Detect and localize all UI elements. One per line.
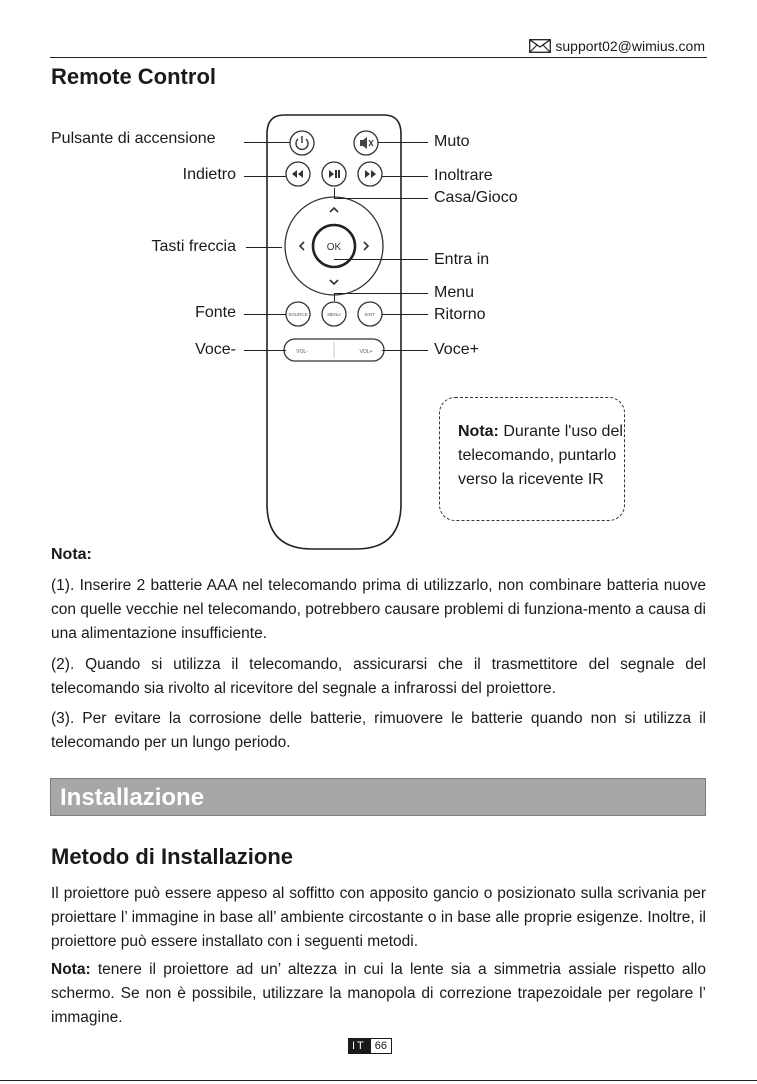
callout-menu: Menu [434,284,475,301]
callout-home: Casa/Gioco [434,189,518,206]
svg-text:MENU: MENU [327,312,341,317]
callout-enter: Entra in [434,251,490,268]
callout-back: Indietro [182,166,236,183]
leader-forward [382,176,428,177]
method-note [51,958,706,1030]
notes-heading: Nota: [51,546,92,563]
callout-forward: Inoltrare [434,167,493,184]
method-note-text: tenere il proiettore ad un’ altezza in cui la lente sia a simmetria assiale rispetto allo schermo. Se non è possibile, utilizzare la manopola di correzione trapezoidale per regolare l’ immagine. [51,961,706,1026]
leader-vol-minus [244,350,286,351]
mute-button [354,131,378,155]
menu-button [322,302,346,326]
volume-rocker [284,339,384,361]
leader-vol-plus [382,350,428,351]
home-button [322,162,346,186]
svg-text:VOL+: VOL+ [359,349,373,355]
svg-text:SOURCE: SOURCE [288,312,308,317]
source-button [286,302,310,326]
callout-vol-minus: Voce- [195,341,236,358]
svg-text:EXIT: EXIT [364,312,376,317]
ir-note-label: Nota: [458,423,499,440]
leader-menu [334,293,428,294]
language-code: IT [348,1038,370,1054]
header-email [529,38,705,54]
callout-vol-plus: Voce+ [434,341,479,358]
remote-control-illustration [264,112,404,552]
exit-button [358,302,382,326]
method-paragraph: Il proiettore può essere appeso al soffitto con apposito gancio o posizionato sulla scrivania per proiettare l’ immagine in base all’ ambiente circostante o in base alle proprie esigenze. Inoltre, il proiettore può essere installato con i seguenti metodi. [51,885,706,950]
callout-source: Fonte [195,304,236,321]
section-title-bar: Installazione [50,778,706,816]
envelope-icon [529,39,551,53]
note-item-3: (3). Per evitare la corrosione delle batterie, rimuovere le batterie quando non si utilizza il telecomando per un lungo periodo. [51,710,706,751]
page-number-badge [348,1038,392,1054]
leader-arrows [246,247,282,248]
back-button [286,162,310,186]
page-number: 66 [370,1038,392,1054]
leader-back [244,176,286,177]
method-heading: Metodo di Installazione [51,844,294,869]
note-item-1: (1). Inserire 2 batterie AAA nel telecomando prima di utilizzarlo, non combinare batteria nuove con quelle vecchie nel telecomando, potrebbero causare problemi di funziona-mento a causa di una alimentazione insufficiente. [51,577,706,642]
leader-menu-v [334,293,335,301]
leader-source [244,314,286,315]
leader-return [382,314,428,315]
callout-return: Ritorno [434,306,486,323]
leader-mute [378,142,428,143]
ok-label: OK [326,242,342,253]
leader-power [244,142,290,143]
svg-text:VOL-: VOL- [296,349,308,355]
callout-arrows: Tasti freccia [151,238,236,255]
email-text: support02@wimius.com [555,38,705,54]
leader-home [334,198,428,199]
leader-home-v [334,188,335,198]
callout-mute: Muto [434,133,470,150]
dpad [285,197,383,295]
method-note-label: Nota: [51,961,91,978]
ir-note-box [439,397,625,521]
header-divider [50,57,707,58]
callout-power: Pulsante di accensione [51,130,216,147]
power-button [290,131,314,155]
note-item-2: (2). Quando si utilizza il telecomando, assicurarsi che il trasmettitore del segnale del telecomando sia rivolto al ricevitore del segnale a infrarossi del proiettore. [51,656,706,697]
forward-button [358,162,382,186]
page-title: Remote Control [51,64,216,89]
ir-note-text: Durante l'uso del telecomando, puntarlo verso la ricevente IR [458,423,623,488]
leader-enter [334,259,428,260]
bottom-divider [0,1080,757,1081]
